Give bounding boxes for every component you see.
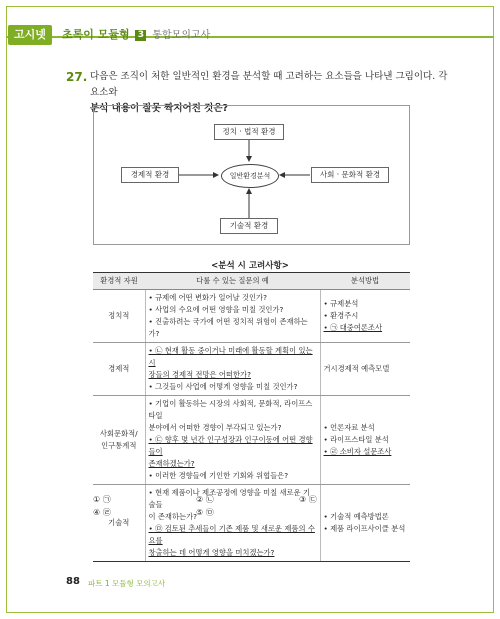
option-5[interactable]: ⑤ ㉤: [196, 508, 214, 517]
table-header-row: [93, 273, 410, 290]
question-item: 분야에서 어떠한 경향이 부각되고 있는가?: [148, 423, 282, 432]
question-item: 이 존재하는가?: [148, 512, 197, 521]
method-item: • 기술적 예측방법론: [323, 512, 389, 521]
question-item: 장들의 경제적 전망은 어떠한가?: [148, 370, 251, 379]
question-number: 27.: [66, 70, 88, 84]
environment-diagram: [93, 105, 410, 245]
row-methods: [320, 290, 410, 343]
question-item: 창출하는 데 어떻게 영향을 미치겠는가?: [148, 548, 275, 557]
method-item: 거시경제적 예측모델: [323, 364, 390, 373]
series-name: 초록이 모듈형: [62, 28, 130, 41]
table-title: <분석 시 고려사항>: [211, 261, 289, 271]
header-area: 환경적 자원: [93, 273, 145, 290]
header-methods: 분석방법: [320, 273, 410, 290]
page-number: 88: [66, 576, 80, 587]
method-item: • 언론자료 분석: [323, 423, 375, 432]
question-item: • 그것들이 사업에 어떻게 영향을 미칠 것인가?: [148, 382, 298, 391]
option-2[interactable]: ② ㉡: [196, 495, 214, 504]
option-3[interactable]: ③ ㉢: [299, 495, 317, 504]
box-social: 사회 · 문화적 환경: [311, 167, 389, 183]
analysis-table: [93, 272, 410, 562]
method-item: • ㉣ 소비자 설문조사: [323, 447, 392, 456]
box-economic: 경제적 환경: [121, 167, 179, 183]
option-1[interactable]: ① ㉠: [93, 495, 111, 504]
row-questions: [145, 290, 320, 343]
box-political: 정치 · 법적 환경: [214, 124, 284, 140]
row-questions: [145, 396, 320, 485]
row-area: 경제적: [93, 343, 145, 396]
row-methods: [320, 343, 410, 396]
header-questions: 다룰 수 있는 질문의 예: [145, 273, 320, 290]
question-item: • ㉡ 현재 활동 중이거나 미래에 활동할 계획이 있는 시: [148, 346, 313, 367]
row-methods: [320, 396, 410, 485]
row-area: 정치적: [93, 290, 145, 343]
question-item: • 기업이 활동하는 시장의 사회적, 문화적, 라이프스타일: [148, 399, 313, 420]
method-item: • 규제분석: [323, 299, 359, 308]
question-item: • 진출하려는 국가에 어떤 정치적 위험이 존재하는가?: [148, 317, 308, 338]
question-item: • ㉤ 검토된 추세들이 기존 제품 및 새로운 제품의 수요를: [148, 524, 315, 545]
series-subtitle: 통합모의고사: [152, 30, 211, 41]
center-oval: 일반환경분석: [221, 164, 279, 188]
box-technical: 기술적 환경: [220, 218, 278, 234]
row-questions: [145, 343, 320, 396]
question-line-2: 분석 내용이 잘못 짝지어진 것은?: [90, 103, 229, 114]
question-item: 존재하겠는가?: [148, 459, 195, 468]
part-label: 파트 1 모듈형 모의고사: [88, 579, 166, 588]
question-item: • ㉢ 향후 몇 년간 인구성장과 인구이동에 어떤 경향들이: [148, 435, 313, 456]
question-item: • 규제에 어떤 변화가 일어날 것인가?: [148, 293, 267, 302]
row-area: 사회문화적/ 인구통계적: [93, 396, 145, 485]
question-item: • 이러한 경향들에 기인한 기회와 위협들은?: [148, 471, 289, 480]
question-item: • 사업의 수요에 어떤 영향을 미칠 것인가?: [148, 305, 284, 314]
method-item: • 라이프스타일 분석: [323, 435, 389, 444]
option-4[interactable]: ④ ㉣: [93, 508, 111, 517]
table-row: [93, 485, 410, 562]
table-row: [93, 290, 410, 343]
series-title: [62, 28, 210, 43]
method-item: • 제품 라이프사이클 분석: [323, 524, 406, 533]
row-area: 기술적: [93, 485, 145, 562]
row-methods: [320, 485, 410, 562]
brand-label: 고시넷: [8, 25, 52, 45]
table-row: [93, 343, 410, 396]
question-item: • 현재 제품이나 제조공정에 영향을 미칠 새로운 기술들: [148, 488, 311, 509]
table-row: [93, 396, 410, 485]
row-questions: [145, 485, 320, 562]
series-number: 3: [135, 30, 146, 41]
question-line-1: 다음은 조직이 처한 일반적인 환경을 분석할 때 고려하는 요소들을 나타낸 그림이다. 각 요소와: [90, 71, 448, 98]
method-item: • 환경주시: [323, 311, 359, 320]
method-item: • ㉠ 대중여론조사: [323, 323, 383, 332]
